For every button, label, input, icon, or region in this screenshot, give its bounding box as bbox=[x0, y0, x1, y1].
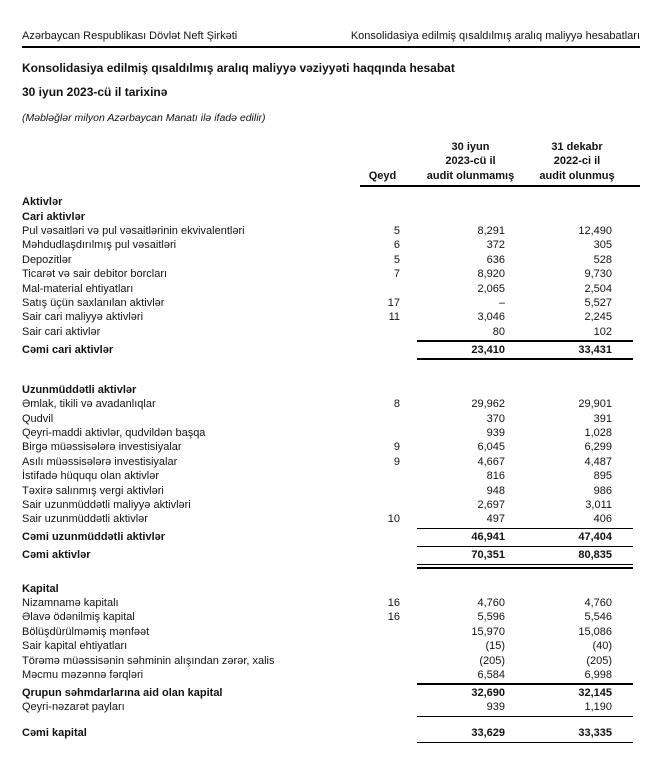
row-value-2022: 528 bbox=[593, 253, 612, 266]
section-header-row bbox=[22, 195, 640, 209]
row-label: Mal-material ehtiyatları bbox=[22, 282, 134, 295]
rule-line bbox=[417, 340, 633, 342]
row-label: Ticarət və sair debitor borcları bbox=[22, 268, 168, 281]
row-value-2022: 391 bbox=[593, 412, 612, 425]
column-header-2022-line1: 31 dekabr bbox=[551, 141, 603, 153]
column-header-2023 bbox=[405, 140, 522, 183]
row-value-2022 bbox=[522, 582, 640, 596]
rule-line bbox=[417, 742, 633, 744]
row-note: 9 bbox=[393, 455, 400, 468]
column-header-2022-line3: audit olunmuş bbox=[539, 169, 615, 182]
row-note bbox=[360, 195, 405, 209]
row-label: Sair uzunmüddətli aktivlər bbox=[22, 513, 148, 526]
row-value-2023: 33,629 bbox=[471, 727, 505, 740]
row-value-2022: 1,028 bbox=[584, 426, 612, 439]
row-note bbox=[360, 210, 405, 224]
row-note bbox=[360, 700, 405, 714]
rule-line bbox=[417, 358, 633, 360]
rule-line bbox=[417, 567, 633, 569]
row-label: Cəmi cari aktivlər bbox=[22, 343, 114, 356]
row-label: Əlavə ödənilmiş kapital bbox=[22, 611, 135, 624]
row-label: Bölüşdürülməmiş mənfəət bbox=[22, 625, 150, 638]
row-value-2023: (205) bbox=[479, 654, 505, 667]
table-row bbox=[22, 700, 640, 714]
row-value-2023: 497 bbox=[486, 513, 505, 526]
row-value-2022: 895 bbox=[593, 470, 612, 483]
row-value-2023: 23,410 bbox=[471, 343, 505, 356]
row-value-2022: 2,504 bbox=[584, 282, 612, 295]
table-row bbox=[22, 455, 640, 469]
row-label: Sair uzunmüddətli maliyyə aktivləri bbox=[22, 498, 191, 511]
row-value-2022: 6,299 bbox=[584, 441, 612, 454]
row-value-2022: 5,546 bbox=[584, 611, 612, 624]
row-value-2023: – bbox=[498, 297, 505, 310]
row-value-2022 bbox=[522, 195, 640, 209]
row-label: Asılı müəssisələrə investisiyalar bbox=[22, 455, 178, 468]
row-value-2023 bbox=[405, 383, 522, 397]
column-header-2023-line2: 2023-cü il bbox=[445, 155, 496, 168]
table-row bbox=[22, 325, 640, 339]
row-note bbox=[360, 726, 405, 740]
row-value-2023: 816 bbox=[486, 470, 505, 483]
row-note bbox=[360, 582, 405, 596]
total-row bbox=[22, 343, 640, 357]
table-rule bbox=[22, 546, 640, 548]
total-row bbox=[22, 686, 640, 700]
table-row bbox=[22, 596, 640, 610]
row-label: Cari aktivlər bbox=[22, 210, 85, 223]
row-label: Depozitlər bbox=[22, 253, 72, 266]
rule-line bbox=[417, 546, 633, 548]
row-note: 16 bbox=[387, 596, 400, 609]
row-note bbox=[360, 412, 405, 426]
row-label: Pul vəsaitləri və pul vəsaitlərinin ekvivalentləri bbox=[22, 225, 245, 238]
row-note: 11 bbox=[388, 311, 400, 324]
table-rule bbox=[22, 683, 640, 685]
row-value-2022: 406 bbox=[593, 513, 612, 526]
row-value-2023: 636 bbox=[486, 253, 505, 266]
row-value-2023: 80 bbox=[492, 325, 505, 338]
row-value-2022: 32,145 bbox=[578, 686, 612, 699]
row-note bbox=[360, 325, 405, 339]
table-row bbox=[22, 310, 640, 324]
row-label: Törəmə müəssisənin səhminin alışından zərər, xalis bbox=[22, 654, 275, 667]
column-header-2022 bbox=[522, 140, 640, 183]
row-label: Sair cari aktivlər bbox=[22, 325, 101, 338]
row-value-2023: 15,970 bbox=[471, 625, 505, 638]
table-rule bbox=[22, 742, 640, 744]
row-value-2022: 102 bbox=[593, 325, 612, 338]
table-row bbox=[22, 639, 640, 653]
section-header-row bbox=[22, 383, 640, 397]
row-value-2023: 6,045 bbox=[477, 441, 505, 454]
table-row bbox=[22, 469, 640, 483]
total-row bbox=[22, 548, 640, 562]
table-rule bbox=[22, 358, 640, 360]
rule-line bbox=[417, 564, 633, 566]
table-column-headers bbox=[22, 140, 640, 183]
row-note: 9 bbox=[393, 441, 400, 454]
row-value-2023: 948 bbox=[486, 484, 505, 497]
row-note: 7 bbox=[393, 268, 400, 281]
statement-date: 30 iyun 2023-cü il tarixinə bbox=[22, 85, 168, 99]
row-note: 8 bbox=[393, 398, 400, 411]
table-row bbox=[22, 224, 640, 238]
row-value-2023: 370 bbox=[486, 412, 505, 425]
row-note: 6 bbox=[393, 239, 400, 252]
row-label: Aktivlər bbox=[22, 196, 63, 209]
row-note bbox=[360, 498, 405, 512]
table-rule bbox=[22, 528, 640, 530]
table-row bbox=[22, 668, 640, 682]
row-note: 5 bbox=[393, 225, 400, 238]
table-rule bbox=[22, 340, 640, 342]
table-row bbox=[22, 440, 640, 454]
row-value-2023 bbox=[405, 582, 522, 596]
row-value-2023: 46,941 bbox=[471, 531, 505, 544]
section-gap bbox=[22, 718, 640, 726]
row-value-2023: 939 bbox=[486, 701, 505, 714]
row-value-2022: (40) bbox=[592, 640, 612, 653]
running-header-report: Konsolidasiya edilmiş qısaldılmış aralıq maliyyə hesabatları bbox=[350, 30, 640, 42]
note-column-header: Qeyd bbox=[368, 169, 397, 182]
row-label: Təxirə salınmış vergi aktivləri bbox=[22, 484, 164, 497]
section-header-row bbox=[22, 582, 640, 596]
row-value-2023: 2,697 bbox=[477, 498, 505, 511]
table-row bbox=[22, 512, 640, 526]
row-note bbox=[360, 469, 405, 483]
row-note bbox=[360, 484, 405, 498]
row-note bbox=[360, 343, 405, 357]
row-note bbox=[360, 548, 405, 562]
total-row bbox=[22, 530, 640, 544]
row-value-2023: (15) bbox=[485, 640, 505, 653]
row-label: Qudvil bbox=[22, 412, 54, 425]
row-value-2022: (205) bbox=[586, 654, 612, 667]
row-note bbox=[360, 625, 405, 639]
row-label: Sair cari maliyyə aktivləri bbox=[22, 311, 144, 324]
statement-title: Konsolidasiya edilmiş qısaldılmış aralıq maliyyə vəziyyəti haqqında hesabat bbox=[22, 61, 455, 75]
row-label: Qeyri-nəzarət payları bbox=[22, 701, 125, 714]
table-row bbox=[22, 267, 640, 281]
row-value-2023 bbox=[405, 210, 522, 224]
row-note: 17 bbox=[387, 297, 400, 310]
row-value-2023: 5,596 bbox=[477, 611, 505, 624]
row-value-2023: 2,065 bbox=[477, 282, 505, 295]
table-rule bbox=[22, 716, 640, 718]
section-gap bbox=[22, 361, 640, 383]
running-header-company: Azərbaycan Respublikası Dövlət Neft Şirkəti bbox=[22, 30, 238, 42]
row-value-2022: 3,011 bbox=[585, 498, 612, 511]
row-label: Qeyri-maddi aktivlər, qudvildən başqa bbox=[22, 426, 206, 439]
row-value-2022: 4,760 bbox=[584, 596, 612, 609]
column-header-2023-line3: audit olunmamış bbox=[426, 169, 515, 182]
row-value-2022 bbox=[522, 210, 640, 224]
rule-line bbox=[417, 683, 633, 685]
row-note bbox=[360, 383, 405, 397]
section-gap bbox=[22, 570, 640, 582]
row-label: Qrupun səhmdarlarına aid olan kapital bbox=[22, 686, 223, 699]
row-note: 5 bbox=[393, 253, 400, 266]
table-row bbox=[22, 253, 640, 267]
section-header-row bbox=[22, 210, 640, 224]
row-note bbox=[360, 686, 405, 700]
row-label: Məhdudlaşdırılmış pul vəsaitləri bbox=[22, 239, 177, 252]
row-note bbox=[360, 639, 405, 653]
row-label: Cəmi uzunmüddətli aktivlər bbox=[22, 531, 166, 544]
table-row bbox=[22, 426, 640, 440]
table-row bbox=[22, 397, 640, 411]
row-value-2022: 4,487 bbox=[584, 455, 612, 468]
table-row bbox=[22, 238, 640, 252]
currency-note: (Məbləğlər milyon Azərbaycan Manatı ilə ifadə edilir) bbox=[22, 112, 266, 124]
row-value-2023: 29,962 bbox=[471, 398, 505, 411]
row-value-2023: 8,291 bbox=[477, 225, 505, 238]
row-value-2022: 29,901 bbox=[578, 398, 612, 411]
row-value-2022: 1,190 bbox=[584, 701, 612, 714]
table-row bbox=[22, 282, 640, 296]
row-note bbox=[360, 654, 405, 668]
row-value-2023: 4,667 bbox=[477, 455, 505, 468]
row-label: Məcmu məzənnə fərqləri bbox=[22, 669, 144, 681]
table-row bbox=[22, 610, 640, 624]
rule-line bbox=[417, 716, 633, 718]
row-value-2022: 47,404 bbox=[578, 531, 612, 544]
rule-line bbox=[417, 528, 633, 530]
row-note bbox=[360, 530, 405, 544]
row-value-2022: 33,335 bbox=[578, 727, 612, 740]
row-value-2022: 986 bbox=[593, 484, 612, 497]
running-header bbox=[22, 30, 640, 48]
row-label: Əmlak, tikili və avadanlıqlar bbox=[22, 398, 156, 411]
row-value-2022: 2,245 bbox=[584, 311, 612, 324]
row-value-2022: 15,086 bbox=[578, 625, 612, 638]
table-rows bbox=[22, 187, 640, 743]
row-label: Uzunmüddətli aktivlər bbox=[22, 383, 137, 396]
row-label: Birgə müəssisələrə investisiyalar bbox=[22, 441, 182, 454]
row-note bbox=[360, 426, 405, 440]
row-value-2023: 372 bbox=[486, 239, 505, 252]
row-note bbox=[360, 668, 405, 682]
row-label: Cəmi aktivlər bbox=[22, 549, 91, 562]
row-value-2023: 939 bbox=[486, 426, 505, 439]
table-row bbox=[22, 498, 640, 512]
table-double-rule bbox=[22, 564, 640, 569]
table-row bbox=[22, 484, 640, 498]
row-value-2022: 9,730 bbox=[584, 268, 612, 281]
row-value-2023: 8,920 bbox=[477, 268, 505, 281]
row-note: 10 bbox=[387, 513, 400, 526]
row-value-2022 bbox=[522, 383, 640, 397]
row-value-2023: 3,046 bbox=[477, 311, 505, 324]
row-value-2022: 305 bbox=[593, 239, 612, 252]
row-value-2023 bbox=[405, 195, 522, 209]
row-value-2022: 80,835 bbox=[578, 549, 612, 562]
row-note: 16 bbox=[387, 611, 400, 624]
row-value-2022: 33,431 bbox=[578, 343, 612, 356]
row-value-2022: 12,490 bbox=[578, 225, 612, 238]
table-row bbox=[22, 412, 640, 426]
row-value-2023: 6,584 bbox=[477, 669, 505, 681]
row-value-2023: 70,351 bbox=[471, 549, 505, 562]
row-label: Kapital bbox=[22, 582, 59, 595]
column-header-2022-line2: 2022-ci il bbox=[553, 155, 601, 168]
row-label: Satış üçün saxlanılan aktivlər bbox=[22, 297, 165, 310]
row-label: Nizamnamə kapitalı bbox=[22, 596, 119, 609]
table-row bbox=[22, 296, 640, 310]
table-row bbox=[22, 625, 640, 639]
table-row bbox=[22, 654, 640, 668]
row-label: Sair kapital ehtiyatları bbox=[22, 640, 128, 653]
row-value-2022: 5,527 bbox=[584, 297, 612, 310]
column-header-2023-line1: 30 iyun bbox=[451, 141, 490, 153]
row-label: Cəmi kapital bbox=[22, 727, 87, 740]
total-row bbox=[22, 726, 640, 740]
row-note bbox=[360, 282, 405, 296]
row-label: İstifadə hüququ olan aktivlər bbox=[22, 470, 159, 483]
row-value-2023: 32,690 bbox=[471, 686, 505, 699]
row-value-2023: 4,760 bbox=[477, 596, 505, 609]
row-value-2022: 6,998 bbox=[584, 669, 612, 681]
balance-sheet-table bbox=[22, 140, 640, 743]
